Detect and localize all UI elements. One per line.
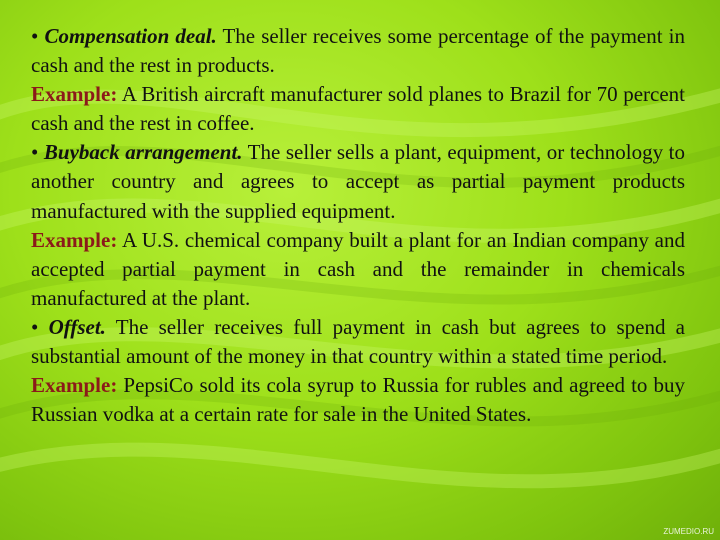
offset-text: The seller receives full payment in cash but agrees to spend a substantial amount of the money in that country within a stated time period.	[31, 314, 686, 369]
example-pepsico-paragraph	[31, 371, 685, 429]
compensation-deal-term: Compensation deal.	[44, 24, 217, 48]
compensation-deal-paragraph	[31, 22, 685, 80]
buyback-arrangement-term: Buyback arrangement.	[43, 140, 243, 165]
example-aircraft-paragraph	[31, 80, 685, 138]
buyback-arrangement-paragraph	[31, 138, 685, 225]
buyback-arrangement-text: The seller sells a plant, equipment, or technology to another country and agrees to accept as partial payment products manufactured with the supplied equipment.	[31, 140, 685, 223]
slide-body	[31, 22, 685, 429]
bullet-glyph: •	[31, 24, 39, 48]
bullet-glyph: •	[31, 140, 39, 165]
compensation-deal-text: The seller receives some percentage of the payment in cash and the rest in products.	[31, 24, 685, 78]
example-aircraft-text: A British aircraft manufacturer sold planes to Brazil for 70 percent cash and the rest in coffee.	[31, 82, 685, 136]
offset-paragraph	[31, 313, 685, 371]
example-pepsico-text: PepsiCo sold its cola syrup to Russia for rubles and agreed to buy Russian vodka at a certain rate for sale in the United States.	[31, 373, 685, 427]
example-chemical-paragraph	[31, 226, 685, 313]
example-label: Example:	[31, 373, 118, 398]
example-label: Example:	[31, 82, 118, 107]
watermark: ZUMEDIO.RU	[663, 527, 714, 536]
bullet-glyph: •	[31, 314, 39, 339]
example-label: Example:	[31, 227, 118, 252]
offset-term: Offset.	[48, 314, 106, 339]
example-chemical-text: A U.S. chemical company built a plant for an Indian company and accepted partial payment in cash and the remainder in chemicals manufactured at the plant.	[31, 227, 685, 310]
